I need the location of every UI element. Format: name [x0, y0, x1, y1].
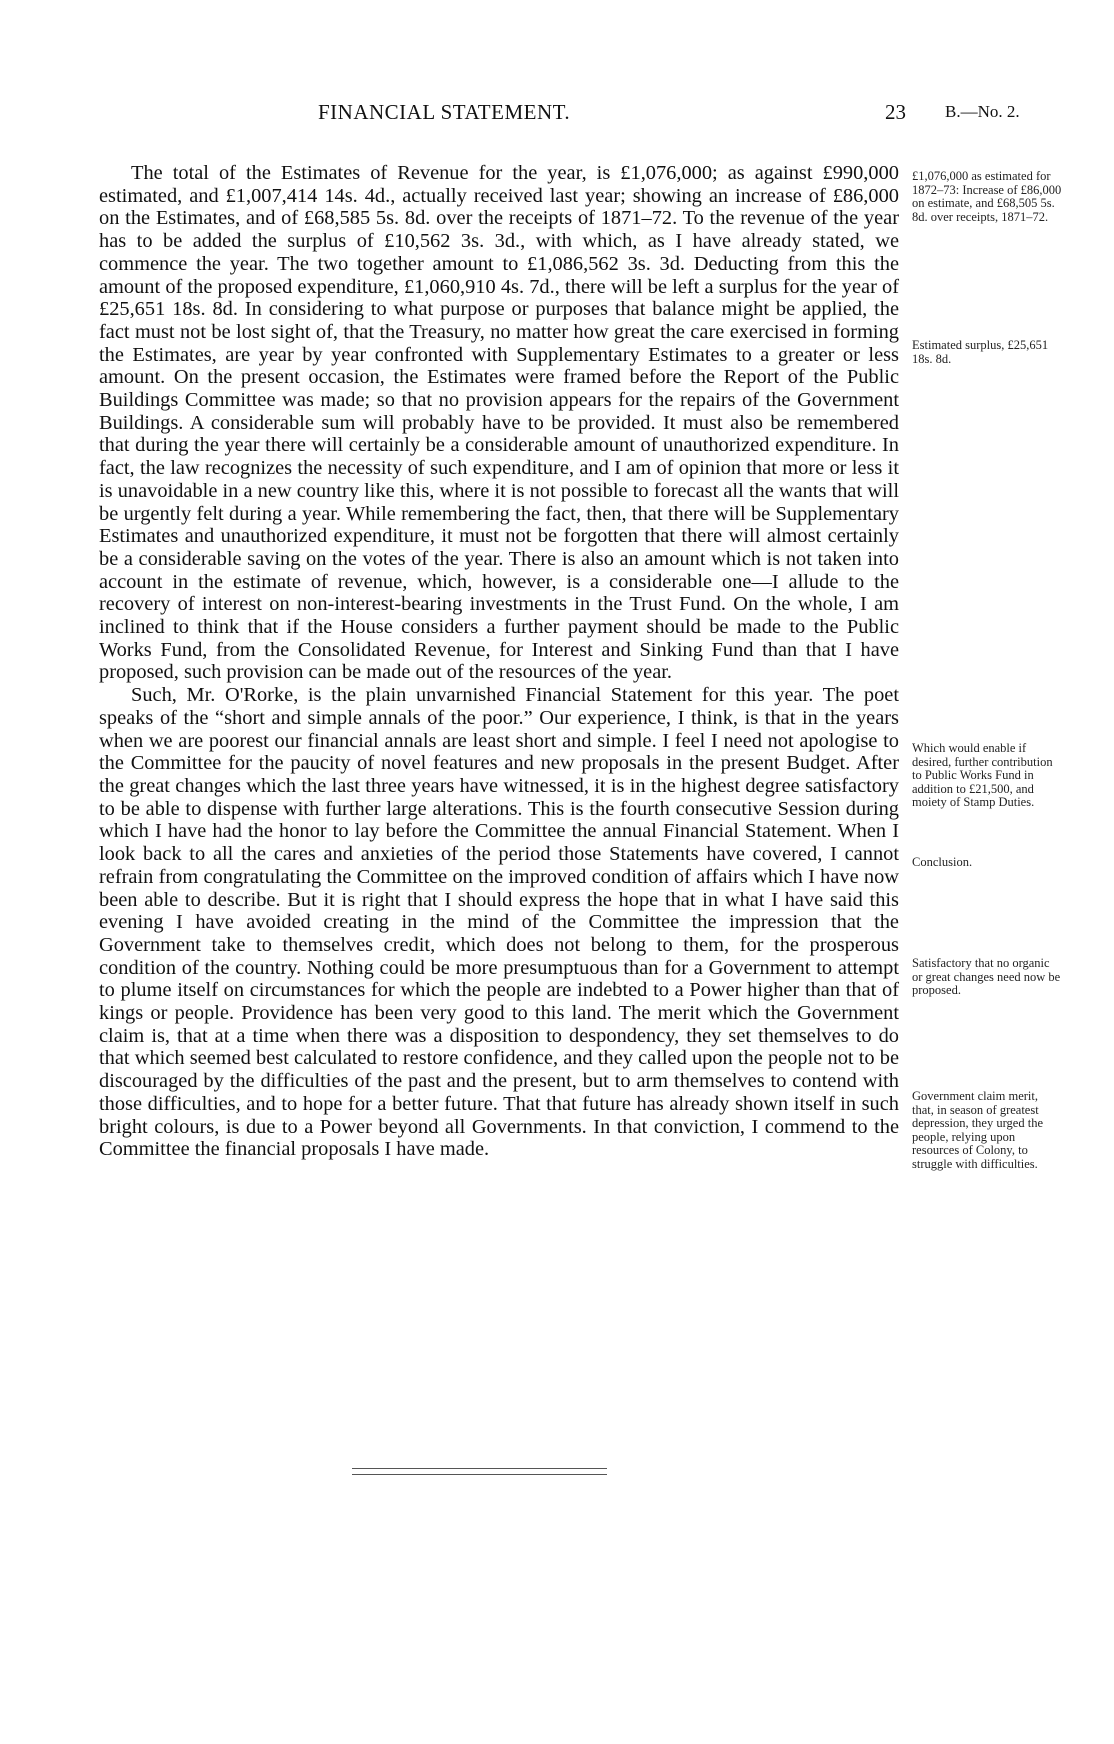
page-number: 23 — [885, 100, 906, 124]
margin-note-revenue-estimate: £1,076,000 as estimated for 1872–73: Increase of £86,000 on estimate, and £68,505 5s. 8d. over receipts, 1871–72. — [912, 169, 1062, 224]
page-title: FINANCIAL STATEMENT. — [318, 100, 571, 124]
end-rule-top — [352, 1468, 607, 1469]
margin-note-conclusion: Conclusion. — [912, 855, 973, 869]
document-reference: B.—No. 2. — [945, 102, 1020, 121]
margin-note-government-merit: Government claim merit, that, in season of greatest depression, they urged the people, relying upon resources of Colony, to struggle with difficulties. — [912, 1089, 1043, 1171]
paragraph-conclusion: Such, Mr. O'Rorke, is the plain unvarnished Financial Statement for this year. The poet speaks of the “short and simple annals of the poor.” Our experience, I think, is that in the years when we are poorest our financial annals are least short and simple. I feel I need not apologise to the Committee for the paucity of novel features and new proposals in the present Budget. After the great changes which the last three years have witnessed, it is in the highest degree satisfactory to be able to dispense with further large alterations. This is the fourth consecutive Session during which I have had the honor to lay before the Committee the annual Financial Statement. When I look back to all the cares and anxieties of the period those Statements have covered, I cannot refrain from congratulating the Committee on the improved condition of affairs which I have now been able to describe. But it is right that I should express the hope that in what I have said this evening I have avoided creating in the mind of the Committee the impression that the Government take to themselves credit, which does not belong to them, for the prosperous condition of the country. Nothing could be more presumptuous than for a Government to attempt to plume itself on circumstances for which the people are indebted to a Power higher than that of kings or people. Providence has been very good to this land. The merit which the Government claim is, that at a time when there was a disposition to despondency, they set themselves to do that which seemed best calculated to restore confidence, and they called upon the people not to be discouraged by the difficulties of the past and the present, but to arm themselves to contend with those difficulties, and to hope for a better future. That that future has already shown itself in such bright colours, is due to a Power beyond all Governments. In that conviction, I commend to the Committee the financial proposals I have made. — [99, 684, 899, 1161]
page-header — [0, 100, 1114, 130]
paragraph-estimates: The total of the Estimates of Revenue for the year, is £1,076,000; as against £990,000 estimated, and £1,007,414 14s. 4d., actually received last year; showing an increase of £86,000 on the Estimates, and of £68,585 5s. 8d. over the receipts of 1871–72. To the revenue of the year has to be added the surplus of £10,562 3s. 3d., with which, as I have already stated, we commence the year. The two together amount to £1,086,562 3s. 3d. Deducting from this the amount of the proposed expenditure, £1,060,910 4s. 7d., there will be left a surplus for the year of £25,651 18s. 8d. In considering to what purpose or purposes that balance might be applied, the fact must not be lost sight of, that the Treasury, no matter how great the care exercised in forming the Estimates, are year by year confronted with Supplementary Estimates to a greater or less amount. On the present occasion, the Estimates were framed before the Report of the Public Buildings Committee was made; so that no provision appears for the repairs of the Government Buildings. A considerable sum will probably have to be provided. It must also be remembered that during the year there will certainly be a considerable amount of unauthorized expenditure. In fact, the law recognizes the necessity of such expenditure, and I am of opinion that more or less it is unavoidable in a new country like this, where it is not possible to forecast all the wants that will be urgently felt during a year. While remembering the fact, then, that there will be Supplementary Estimates and unauthorized expenditure, it must not be forgotten that there will almost certainly be a considerable saving on the votes of the year. There is also an amount which is not taken into account in the estimate of revenue, which, however, is a considerable one—I allude to the recovery of interest on non-interest-bearing investments in the Trust Fund. On the whole, I am inclined to think that if the House considers a further payment should be made to the Public Works Fund, from the Consolidated Revenue, for Interest and Sinking Fund than that I have proposed, such provision can be made out of the resources of the year. — [99, 162, 899, 684]
margin-note-no-great-changes: Satisfactory that no organic or great changes need now be proposed. — [912, 956, 1061, 997]
margin-note-estimated-surplus: Estimated surplus, £25,651 18s. 8d. — [912, 338, 1049, 366]
margin-note-public-works-fund: Which would enable if desired, further contribution to Public Works Fund in addition to £21,500, and moiety of Stamp Duties. — [912, 741, 1053, 809]
end-rule-bottom — [352, 1474, 607, 1475]
body-text — [99, 162, 899, 1161]
